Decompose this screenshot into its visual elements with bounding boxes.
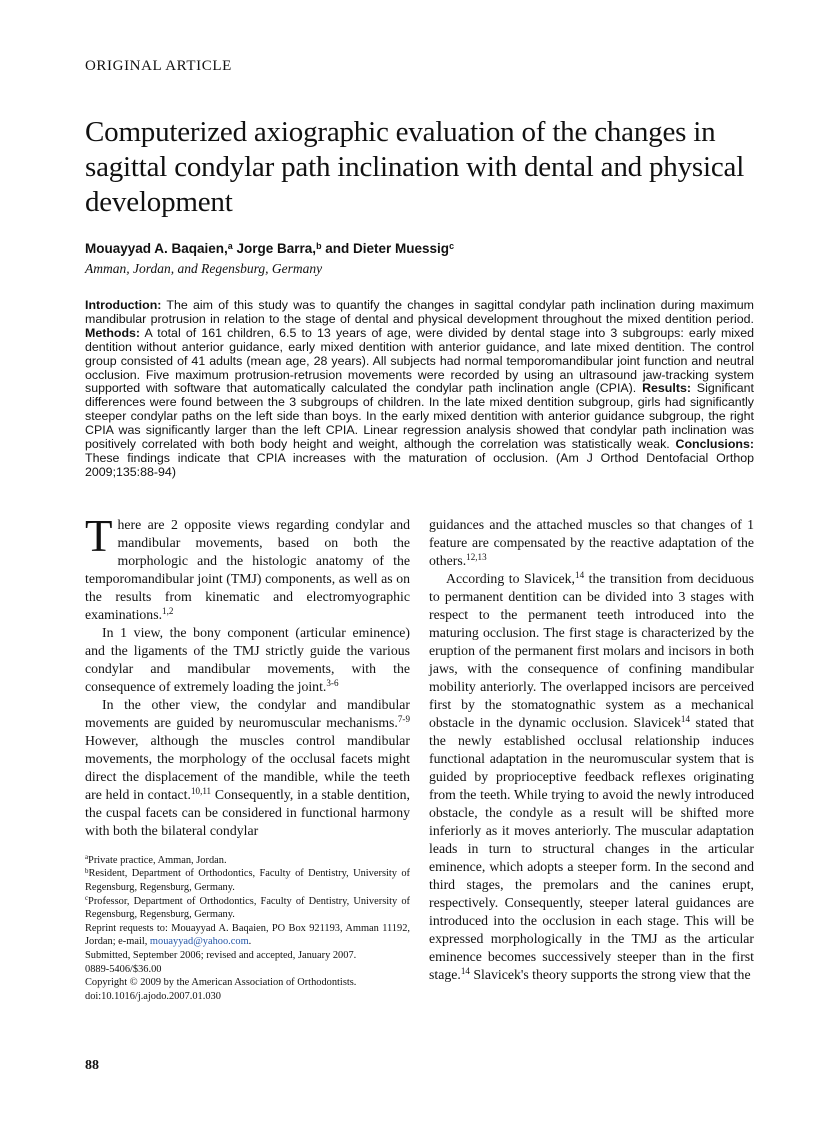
body-columns <box>85 510 755 1004</box>
article-title: Computerized axiographic evaluation of the changes in sagittal condylar path inclination with dental and physical development <box>85 116 745 218</box>
left-column <box>85 510 410 1004</box>
superscript-ref: a <box>227 240 233 251</box>
text-run: However, although the muscles control mandibular movements, the morphology of the occlusal facets might direct the displacement of the mandible, while the teeth are held in contact. <box>85 732 410 802</box>
text-run: A total of 161 children, 6.5 to 13 years of age, were divided by dental stage into 3 subgroups: early mixed dentition without anterior guidance, early mixed dentition with anterior guidance, and late mixed dentition. The control group consisted of 41 adults (mean age, 28 years). All subjects had normal temporomandibular joint function and neutral occlusion. Five maximum protrusion-retrusion movements were recorded by using an ultrasound jaw-tracking system supported with software that automatically calculated the condylar path inclination angle (CPIA). <box>85 325 754 396</box>
text-run: Reprint requests to: Mouayyad A. Baqaien, PO Box 921193, Amman 11192, Jordan; e-mail, <box>85 922 410 948</box>
superscript-ref: b <box>85 867 89 875</box>
footnote-line <box>85 854 410 868</box>
superscript-ref: 14 <box>460 966 470 977</box>
text-run <box>162 607 173 622</box>
text-run <box>681 715 690 730</box>
text-run <box>466 553 486 568</box>
affiliation-line: Amman, Jordan, and Regensburg, Germany <box>85 261 323 276</box>
superscript-ref: c <box>85 895 89 903</box>
superscript-ref: a <box>85 854 89 862</box>
footnote-line <box>85 963 410 977</box>
email-link[interactable]: mouayyad@yahoo.com <box>149 936 249 948</box>
text-run: here are 2 opposite views regarding condylar and mandibular movements, based on both the morphologic and the histologic anatomy of the temporomandibular joint (TMJ) components, as well as on the results from kinematic and electromyographic examinations. <box>85 516 410 622</box>
superscript-ref: 10,11 <box>190 786 212 797</box>
right-column <box>429 516 754 1004</box>
footnote-line <box>85 990 410 1004</box>
superscript-ref: 12,13 <box>466 552 487 563</box>
text-run: Professor, Department of Orthodontics, Faculty of Dentistry, University of Regensburg, Regensburg, Germany. <box>85 895 410 921</box>
text-run: In the other view, the condylar and mandibular movements are guided by neuromuscular mechanisms. <box>85 696 410 730</box>
text-run: The aim of this study was to quantify the changes in sagittal condylar path inclination during maximum mandibular protrusion in relation to the stage of dental and physical development throughout the mixed dentition period. <box>85 298 754 326</box>
text-run <box>461 967 470 982</box>
footnotes <box>85 854 410 1004</box>
superscript-ref: 7-9 <box>397 714 410 725</box>
text-run: doi:10.1016/j.ajodo.2007.01.030 <box>85 990 221 1002</box>
text-run: stated that the newly established occlusal relationship induces functional adaptation in the neuromuscular system that is guided by proprioceptive feedback reflexes originating from the teeth. While trying to avoid the newly introduced obstacle, the condyle as a result will be shifted more inferiorly as it moves anteriorly. The muscular adaptation leads in turn to structural changes in the articular eminence, which adopts a steeper form. In the second and third stages, the premolars and the canines erupt, respectively. Consequently, steeper lateral guidances are introduced into the occlusion in each stage. This will be expressed morphologically in the TMJ as the articular eminence becomes successively steeper than in the first stage. <box>429 714 754 982</box>
authors-line <box>85 241 754 256</box>
superscript-ref: c <box>449 240 455 251</box>
superscript-ref: 14 <box>680 714 690 725</box>
body-paragraph <box>429 570 754 984</box>
footnote-line <box>85 922 410 949</box>
text-run: Jorge Barra, <box>232 241 317 256</box>
bold-run: Introduction: <box>85 298 162 312</box>
paragraph-text <box>85 510 410 622</box>
body-paragraph <box>85 624 410 696</box>
text-run <box>449 241 454 256</box>
text-run: According to Slavicek, <box>446 570 576 586</box>
superscript-ref: 1,2 <box>162 606 174 617</box>
footnote-line <box>85 949 410 963</box>
text-run: Resident, Department of Orthodontics, Faculty of Dentistry, University of Regensburg, Regensburg, Germany. <box>85 868 410 893</box>
superscript-ref: 3-6 <box>326 678 339 689</box>
text-run: and Dieter Muessig <box>321 241 450 256</box>
body-paragraph <box>85 696 410 840</box>
page-number: 88 <box>85 1058 99 1073</box>
text-run: These findings indicate that CPIA increases with the maturation of occlusion. (Am J Orthod Dentofacial Orthop 2009;135:88-94) <box>85 450 754 479</box>
text-run: Significant differences were found between the 3 subgroups of children. In the late mixed dentition subgroup, girls had significantly steeper condylar paths on the left side than boys. In the early mixed dentition with anterior guidance subgroup, the right CPIA was significantly larger than the left CPIA. Linear regression analysis showed that condylar path inclination was positively correlated with both body height and weight, although the correlation was statistically weak. <box>85 381 754 452</box>
footnote-line <box>85 976 410 990</box>
text-run <box>575 571 584 586</box>
superscript-ref: 14 <box>575 570 585 581</box>
text-run: Private practice, Amman, Jordan. <box>88 854 227 866</box>
footnote-line <box>85 867 410 894</box>
text-run: . <box>248 936 252 948</box>
text-run: 0889-5406/$36.00 <box>85 963 162 975</box>
bold-run: Conclusions: <box>675 437 754 452</box>
text-run <box>398 715 410 730</box>
body-paragraph <box>429 516 754 570</box>
bold-run: Methods: <box>85 325 141 340</box>
text-run: Submitted, September 2006; revised and accepted, January 2007. <box>85 949 357 961</box>
text-run: Copyright © 2009 by the American Association of Orthodontists. <box>85 977 357 989</box>
text-run: Mouayyad A. Baqaien, <box>85 241 228 256</box>
text-run: Consequently, in a stable dentition, the cuspal facets can be considered in functional harmony with both the bilateral condylar <box>85 786 410 838</box>
bold-run: Results: <box>642 381 691 396</box>
text-run <box>191 787 211 802</box>
text-run <box>326 679 338 694</box>
body-paragraph <box>85 510 410 624</box>
text-run: the transition from deciduous to permanent dentition can be divided into 3 stages with respect to the permanent teeth introduced into the maturing occlusion. The first stage is characterized by the eruption of the permanent first molars and incisors in both jaws, with the consequence of confining mandibular mobility anteriorly. The overlapped incisors are perceived first by the stomatognathic system as a mechanical obstacle in the dynamic occlusion. Slavicek <box>429 570 755 730</box>
footnote-line <box>85 895 410 922</box>
text-run: In 1 view, the bony component (articular eminence) and the ligaments of the TMJ strictly guide the various condylar and mandibular movements, with the consequence of extremely loading the joint. <box>85 624 410 694</box>
article-type-label: ORIGINAL ARTICLE <box>85 58 232 74</box>
superscript-ref: b <box>316 240 322 251</box>
text-run: Slavicek's theory supports the strong view that the <box>469 966 751 982</box>
abstract <box>85 299 754 480</box>
drop-cap: T <box>85 510 113 561</box>
text-run: guidances and the attached muscles so that changes of 1 feature are compensated by the reactive adaptation of the others. <box>429 516 754 568</box>
